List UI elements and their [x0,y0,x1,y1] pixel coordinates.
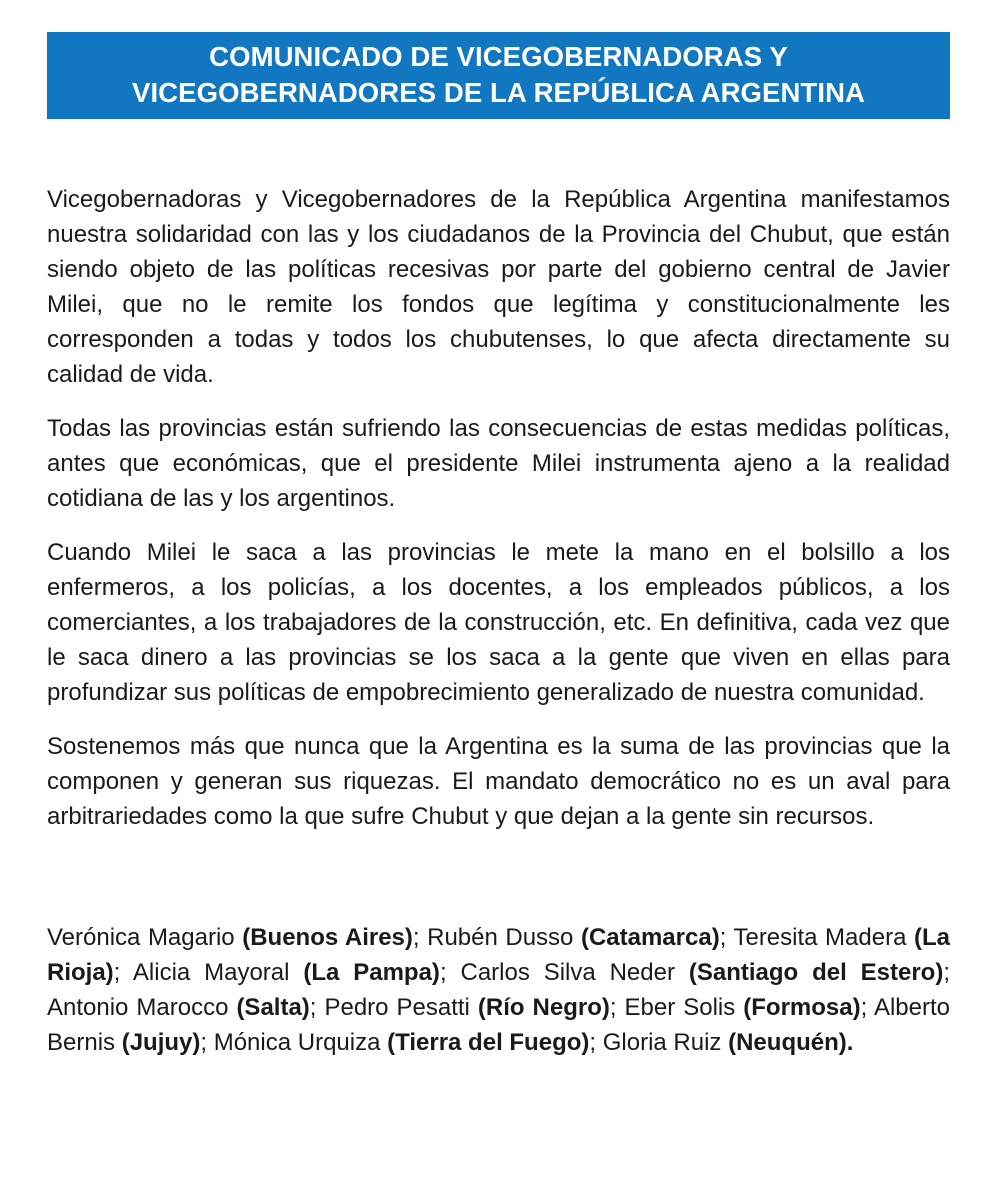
signatory: Eber Solis (Formosa); [624,994,874,1021]
signatory: Rubén Dusso (Catamarca); [427,924,734,951]
signatory-name: Antonio Marocco [47,994,229,1021]
title-banner [47,32,950,119]
signatory-province: (Formosa) [743,994,861,1021]
document-page [47,32,950,1060]
statement-body [47,182,950,834]
signatory-province: (Santiago del Estero) [688,959,944,986]
signatory: Verónica Magario (Buenos Aires); [47,924,428,951]
signatory [603,1029,854,1056]
paragraph-3: Cuando Milei le saca a las provincias le mete la mano en el bolsillo a los enfermeros, a los policías, a los docentes, a los empleados públicos, a los comerciantes, a los trabajadores de la construcción, etc. En definitiva, cada vez que le saca dinero a las provincias se los saca a la gente que viven en ellas para profundizar sus políticas de empobrecimiento generalizado de nuestra comunidad. [47,539,950,706]
signatory-province: (Catamarca) [580,924,720,951]
title-line-1: COMUNICADO DE VICEGOBERNADORAS Y [209,41,788,72]
signatory-name: Rubén Dusso [427,924,574,951]
signatory-province: (Río Negro) [477,994,610,1021]
signatory-province: (Salta) [236,994,310,1021]
signatories-list [47,920,950,1060]
signatory-name: Verónica Magario [47,924,235,951]
signatory-name: Pedro Pesatti [324,994,470,1021]
signatory-province: (Jujuy) [121,1029,201,1056]
signatory-province: (Neuquén). [728,1029,854,1056]
signatory: Alicia Mayoral (La Pampa); [132,959,461,986]
signatory-province: (Buenos Aires) [242,924,413,951]
signatory-province: (La Rioja) [47,924,950,986]
signatory: Teresita Madera (La Rioja); [47,924,950,986]
signatory: Mónica Urquiza (Tierra del Fuego); [213,1029,603,1056]
signatory: Pedro Pesatti (Río Negro); [324,994,625,1021]
paragraph-4: Sostenemos más que nunca que la Argentina es la suma de las provincias que la componen y generan sus riquezas. El mandato democrático no es un aval para arbitrariedades como la que sufre Chubut y que dejan a la gente sin recursos. [47,733,950,830]
signatory-name: Eber Solis [624,994,736,1021]
signatory-name: Alberto Bernis [47,994,950,1056]
paragraph-1: Vicegobernadoras y Vicegobernadores de la República Argentina manifestamos nuestra solidaridad con las y los ciudadanos de la Provincia del Chubut, que están siendo objeto de las políticas recesivas por parte del gobierno central de Javier Milei, que no le remite los fondos que legítima y constitucionalmente les corresponden a todas y todos los chubutenses, lo que afecta directamente su calidad de vida. [47,186,950,388]
signatory-name: Alicia Mayoral [132,959,290,986]
signatory-province: (Tierra del Fuego) [387,1029,590,1056]
signatory: Antonio Marocco (Salta); [47,994,325,1021]
signatory-name: Gloria Ruiz [602,1029,722,1056]
signatory-province: (La Pampa) [303,959,440,986]
signatory-name: Teresita Madera [733,924,907,951]
signatory: Alberto Bernis (Jujuy); [47,994,950,1056]
paragraph-2: Todas las provincias están sufriendo las consecuencias de estas medidas políticas, antes que económicas, que el presidente Milei instrumenta ajeno a la realidad cotidiana de las y los argentinos. [47,415,950,512]
signatory-name: Carlos Silva Neder [460,959,675,986]
signatory-name: Mónica Urquiza [213,1029,381,1056]
title-line-2: VICEGOBERNADORES DE LA REPÚBLICA ARGENTINA [132,77,865,108]
signatory: Carlos Silva Neder (Santiago del Estero); [460,959,950,986]
